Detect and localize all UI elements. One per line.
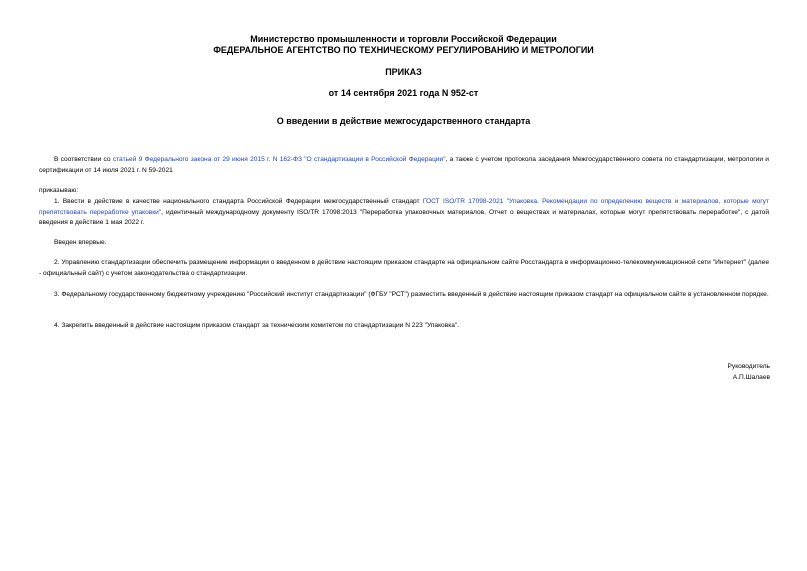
preamble-text-before: В соответствии со	[54, 156, 113, 163]
item-2-paragraph: 2. Управлению стандартизации обеспечить размещение информации о введенном в действие настоящим приказом стандарте на официальном сайте Росстандарта в информационно-телекоммуникационной сети "Интернет" (далее - официальный сайт) с учетом законодательства о стандартизации.	[39, 259, 769, 277]
order-word: приказываю:	[39, 187, 79, 194]
preamble-paragraph	[39, 155, 769, 176]
ministry-name: Министерство промышленности и торговли Российской Федерации	[250, 34, 557, 44]
item-1-text-after: , идентичный международному документу ISO/TR 17098:2013 "Переработка упаковочных материалов. Отчет о веществах и материалах, которые могут препятствовать переработке", с датой введения в действие 1 мая 2022 г.	[39, 208, 770, 226]
document-subject: О введении в действие межгосударственного стандарта	[276, 116, 531, 126]
item-1-paragraph	[39, 197, 769, 229]
signature-name: А.П.Шалаев	[732, 374, 770, 381]
item-4-paragraph: 4. Закрепить введенный в действие настоящим приказом стандарт за техническим комитетом по стандартизации N 223 "Упаковка".	[54, 322, 460, 329]
item-3-paragraph: 3. Федеральному государственному бюджетному учреждению "Российский институт стандартизации" (ФГБУ "РСТ") разместить введенный в действие настоящим приказом стандарт на официальном сайте в установленном порядке.	[54, 291, 769, 298]
item-1-text-before: 1. Ввести в действие в качестве национального стандарта Российской Федерации межгосударственный стандарт	[54, 198, 423, 205]
document-type: ПРИКАЗ	[385, 67, 422, 77]
document-date-number: от 14 сентября 2021 года N 952-ст	[328, 88, 479, 98]
preamble-text-after: , а также с учетом протокола заседания Межгосударственного совета по стандартизации, метрологии и сертификации от 14 июля 2021 г. N 59-2021	[39, 156, 769, 174]
signature-title: Руководитель	[727, 363, 770, 370]
gost-standard-link[interactable]: ГОСТ ISO/TR 17098-2021 "Упаковка. Рекомендации по определению веществ и материалов, которые могут препятствовать переработке упаковки"	[39, 198, 769, 216]
agency-name: ФЕДЕРАЛЬНОЕ АГЕНТСТВО ПО ТЕХНИЧЕСКОМУ РЕГУЛИРОВАНИЮ И МЕТРОЛОГИИ	[213, 45, 594, 55]
first-time-note: Введен впервые.	[54, 239, 107, 246]
federal-law-link[interactable]: статьей 9 Федерального закона от 29 июня 2015 г. N 162-ФЗ "О стандартизации в Российской Федерации"	[112, 156, 446, 163]
